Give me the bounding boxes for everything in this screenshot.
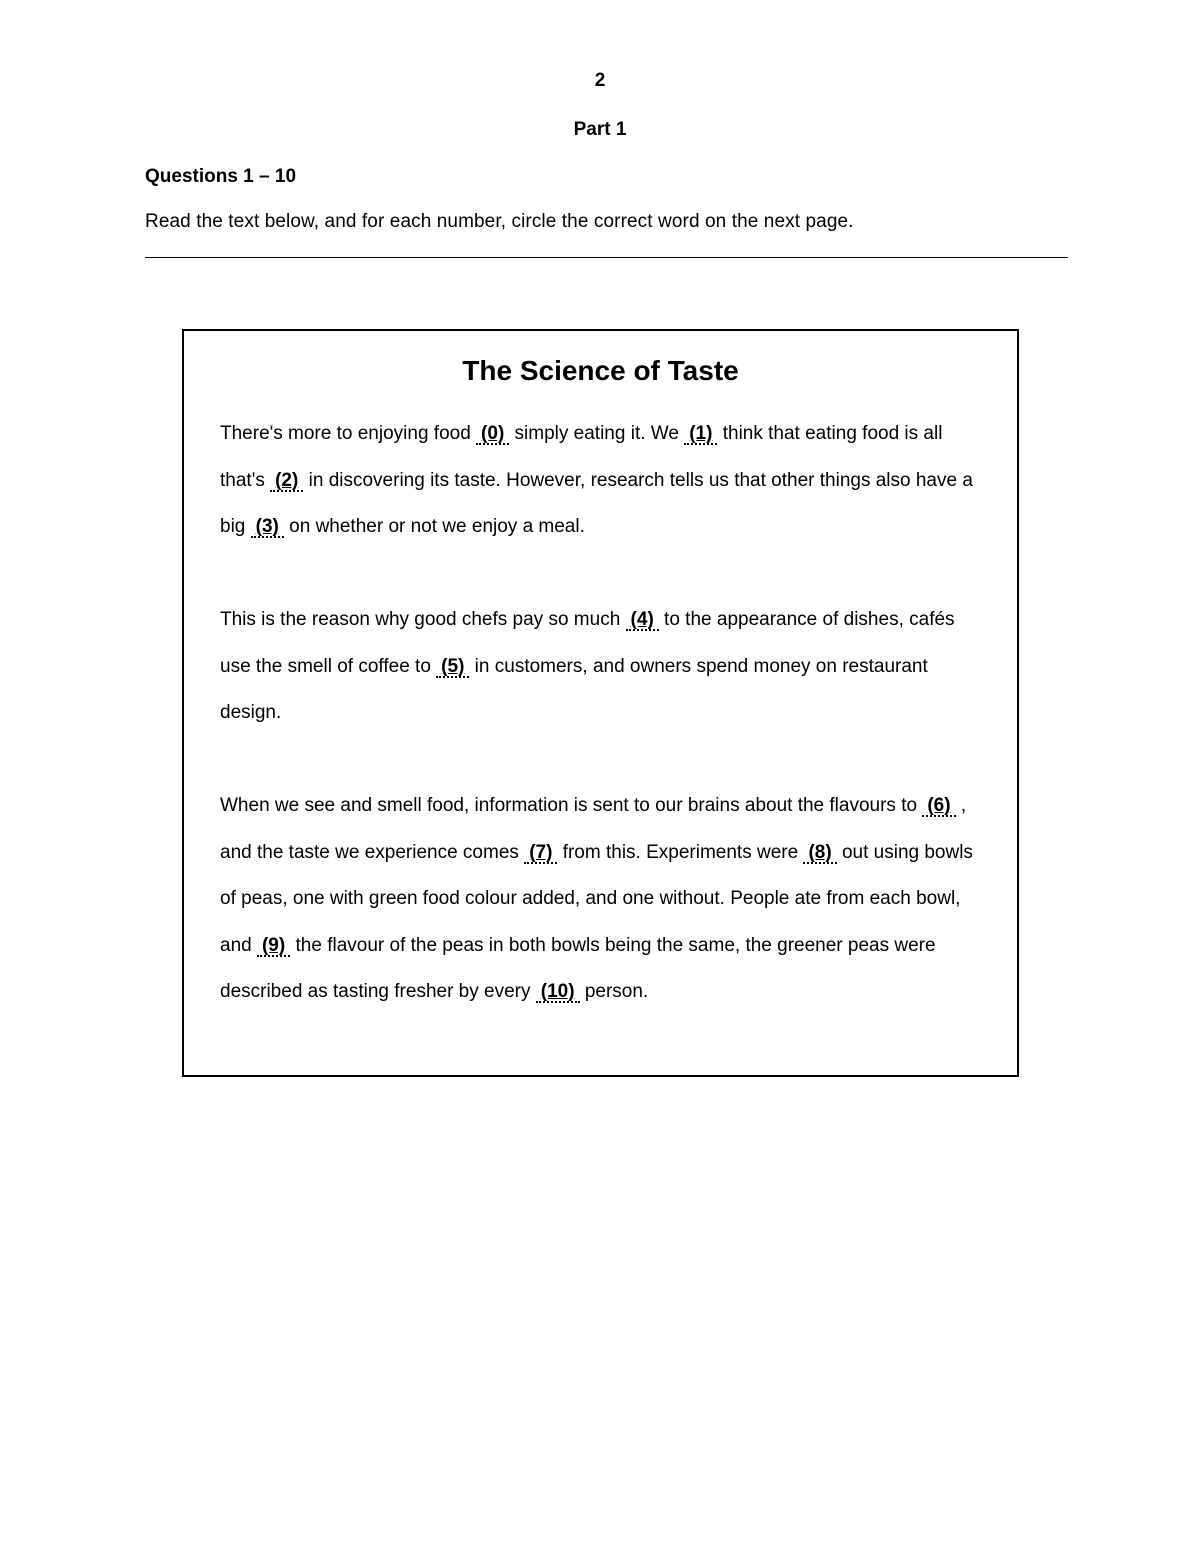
page-number: 2 <box>594 70 606 91</box>
passage-title: The Science of Taste <box>462 355 739 386</box>
text-segment: person. <box>579 981 649 1002</box>
text-segment: There's more to enjoying food <box>220 423 477 444</box>
passage-box <box>182 329 1019 1077</box>
gap-4: (4) <box>626 611 659 631</box>
text-segment: think that eating food is all that's <box>220 423 943 491</box>
gap-1: (1) <box>684 425 717 445</box>
text-segment: in customers, and owners spend money on restaurant design. <box>220 655 928 723</box>
instruction-text: Read the text below, and for each number, circle the correct word on the next page. <box>145 211 854 232</box>
passage-paragraph-1 <box>220 411 990 551</box>
text-segment: out using bowls of peas, one with green food colour added, and one without. People ate from each bowl, and <box>220 841 973 956</box>
text-segment: simply eating it. We <box>509 423 685 444</box>
part-title: Part 1 <box>573 119 627 140</box>
text-segment: in discovering its taste. However, research tells us that other things also have a big <box>220 469 973 537</box>
text-segment: to the appearance of dishes, cafés use the smell of coffee to <box>220 609 955 677</box>
questions-heading: Questions 1 – 10 <box>145 166 297 187</box>
text-segment: When we see and smell food, information is sent to our brains about the flavours to <box>220 795 923 816</box>
text-segment: , and the taste we experience comes <box>220 795 967 863</box>
text-segment: the flavour of the peas in both bowls being the same, the greener peas were described as tasting fresher by every <box>220 934 936 1002</box>
passage-paragraph-3 <box>220 783 990 1016</box>
gap-10: (10) <box>536 983 580 1003</box>
gap-6: (6) <box>922 797 955 817</box>
gap-7: (7) <box>524 844 557 864</box>
gap-3: (3) <box>251 518 284 538</box>
gap-0: (0) <box>476 425 509 445</box>
horizontal-divider <box>145 257 1068 258</box>
text-segment: on whether or not we enjoy a meal. <box>283 516 585 537</box>
text-segment: This is the reason why good chefs pay so much <box>220 609 626 630</box>
gap-9: (9) <box>257 937 290 957</box>
passage-paragraph-2 <box>220 597 990 737</box>
text-segment: from this. Experiments were <box>557 841 804 863</box>
gap-2: (2) <box>270 472 303 492</box>
gap-5: (5) <box>436 658 469 678</box>
gap-8: (8) <box>803 844 836 864</box>
